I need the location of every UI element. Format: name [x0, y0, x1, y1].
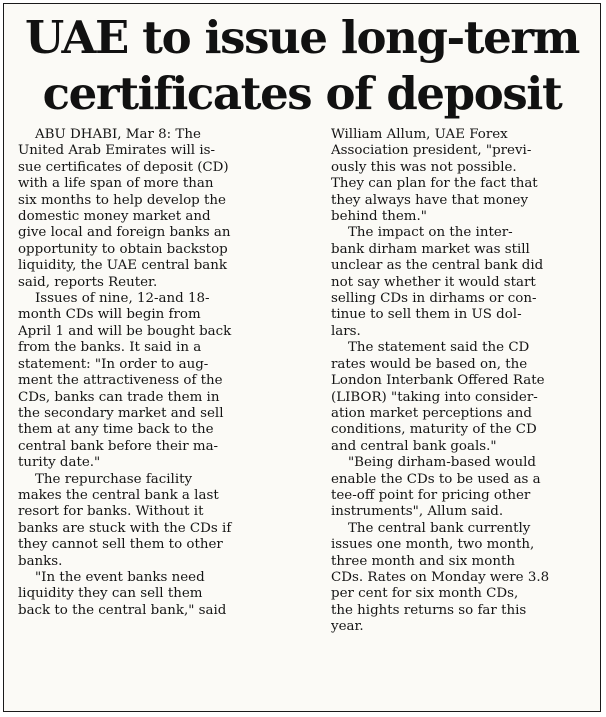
- left-column: [18, 127, 304, 619]
- text-line: from the banks. It said in a: [18, 340, 202, 356]
- text-line: turity date.": [18, 455, 101, 471]
- text-line: conditions, maturity of the CD: [331, 422, 537, 438]
- text-line: William Allum, UAE Forex: [331, 127, 508, 142]
- paragraph: [18, 570, 304, 619]
- text-line: with a life span of more than: [18, 176, 214, 192]
- text-line: liquidity they can sell them: [18, 586, 203, 602]
- paragraph: [331, 521, 601, 636]
- text-line: "Being dirham-based would: [348, 455, 536, 471]
- text-line: The impact on the inter-: [348, 225, 513, 241]
- text-line: opportunity to obtain backstop: [18, 241, 228, 257]
- paragraph: [18, 127, 304, 291]
- text-line: bank dirham market was still: [331, 241, 530, 257]
- text-line: lars.: [331, 323, 361, 339]
- text-line: give local and foreign banks an: [18, 225, 231, 241]
- text-line: instruments", Allum said.: [331, 504, 504, 520]
- text-line: not say whether it would start: [331, 274, 536, 290]
- text-line: selling CDs in dirhams or con-: [331, 291, 537, 307]
- text-line: (LIBOR) "taking into consider-: [331, 389, 538, 405]
- text-line: them at any time back to the: [18, 422, 214, 438]
- article-body: [18, 127, 592, 707]
- text-line: April 1 and will be bought back: [18, 323, 232, 339]
- text-line: sue certificates of deposit (CD): [18, 159, 229, 175]
- text-line: the hights returns so far this: [331, 602, 527, 618]
- text-line: enable the CDs to be used as a: [331, 471, 541, 487]
- text-line: unclear as the central bank did: [331, 258, 544, 274]
- text-line: The central bank currently: [348, 520, 531, 536]
- text-line: Issues of nine, 12-and 18-: [35, 291, 210, 307]
- text-line: ously this was not possible.: [331, 159, 517, 175]
- paragraph: [331, 455, 601, 521]
- paragraph: [18, 291, 304, 471]
- text-line: central bank before their ma-: [18, 438, 219, 454]
- text-line: CDs. Rates on Monday were 3.8: [331, 569, 550, 585]
- text-line: "In the event banks need: [35, 569, 205, 585]
- text-line: banks.: [18, 553, 63, 569]
- text-line: Association president, "previ-: [331, 143, 532, 159]
- text-line: The statement said the CD: [348, 340, 530, 356]
- headline: [4, 4, 600, 122]
- text-line: six months to help develop the: [18, 192, 226, 208]
- newspaper-clipping: [3, 3, 601, 712]
- text-line: behind them.": [331, 209, 427, 225]
- text-line: said, reports Reuter.: [18, 274, 158, 290]
- text-line: the secondary market and sell: [18, 405, 224, 421]
- text-line: back to the central bank," said: [18, 602, 227, 618]
- headline-line-1: UAE to issue long-term: [25, 11, 579, 64]
- paragraph: [331, 225, 601, 340]
- text-line: ABU DHABI, Mar 8: The: [35, 127, 201, 142]
- text-line: rates would be based on, the: [331, 356, 528, 372]
- text-line: issues one month, two month,: [331, 537, 535, 553]
- text-line: and central bank goals.": [331, 438, 497, 454]
- text-line: tee-off point for pricing other: [331, 487, 531, 503]
- text-line: three month and six month: [331, 553, 515, 569]
- text-line: makes the central bank a last: [18, 487, 219, 503]
- right-column: [331, 127, 601, 636]
- text-line: ation market perceptions and: [331, 405, 532, 421]
- text-line: CDs, banks can trade them in: [18, 389, 220, 405]
- text-line: statement: "In order to aug-: [18, 356, 209, 372]
- text-line: The repurchase facility: [35, 471, 193, 487]
- text-line: resort for banks. Without it: [18, 504, 204, 520]
- text-line: London Interbank Offered Rate: [331, 373, 545, 389]
- text-line: domestic money market and: [18, 209, 211, 225]
- text-line: United Arab Emirates will is-: [18, 143, 216, 159]
- text-line: liquidity, the UAE central bank: [18, 258, 227, 274]
- text-line: tinue to sell them in US dol-: [331, 307, 522, 323]
- headline-line-2: certificates of deposit: [42, 67, 562, 120]
- paragraph: [331, 340, 601, 455]
- text-line: they always have that money: [331, 192, 529, 208]
- text-line: per cent for six month CDs,: [331, 586, 519, 602]
- paragraph: [18, 472, 304, 570]
- text-line: year.: [331, 619, 364, 635]
- text-line: banks are stuck with the CDs if: [18, 520, 232, 536]
- paragraph: [331, 127, 601, 225]
- text-line: they cannot sell them to other: [18, 537, 223, 553]
- text-line: ment the attractiveness of the: [18, 373, 223, 389]
- text-line: month CDs will begin from: [18, 307, 201, 323]
- text-line: They can plan for the fact that: [331, 176, 538, 192]
